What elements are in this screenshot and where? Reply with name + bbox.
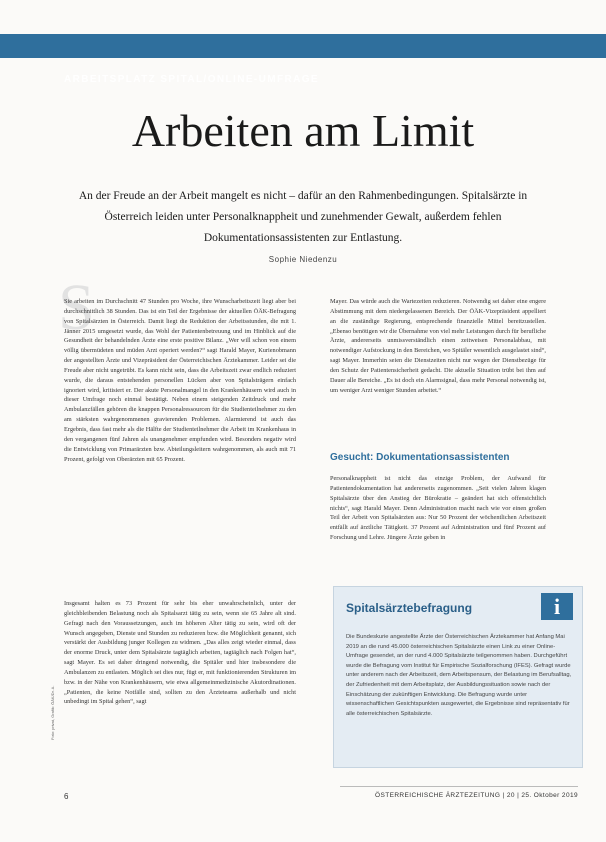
footer-divider [340, 786, 578, 787]
section-label: ARBEITSPLATZ SPITAL/ONLINE-UMFRAGE [64, 74, 319, 85]
article-author: Sophie Niedenzu [268, 255, 338, 264]
info-icon: i [541, 593, 573, 620]
body-column-1-top [64, 297, 296, 592]
body-column-1-bottom [64, 599, 296, 769]
article-lead: An der Freude an der Arbeit mangelt es nicht – dafür an den Rahmenbedingungen. Spitalsärzte in Österreich leiden unter Personalknappheit und zunehmender Gewalt, außerdem fehlen Dokumentationsassistenten zur Entlastung. [78, 190, 528, 244]
body-column-2-top [330, 297, 546, 449]
body-paragraph: Sie arbeiten im Durchschnitt 47 Stunden pro Woche, ihre Wunscharbeitszeit liegt aber bei durchschnittlich 38 Stunden. Das ist ein Teil der Ergebnisse der aktuellen ÖÄK-Befragung von Spitalsärzten in Österreich. Damit liegt die Reduktion der Arbeitsstunden, die mit 1. Jänner 2015 umgesetzt wurde, das Wohl der Patientenbetreuung und im Hinblick auf die Gesundheit der behandelnden Ärzte eine erste positive Bilanz. „Wer will schon von einem völlig übermüdeten und müden Arzt operiert werden?“ sagt Harald Mayer, Kurienobmann der angestellten Ärzte und Vizepräsident der Österreichischen Ärztekammer. Leider sei die Freude aber nicht ungetrübt. Es kann nicht sein, dass die Arbeitszeit zwar endlich reduziert wurde, die daraus entstehenden personellen Lücken aber von Spitalsträgern einfach ignoriert wird, kritisiert er. Der akute Personalmangel in den Krankenhäusern wird auch in dieser Umfrage noch einmal bestätigt. Neben einem steigenden Zeitdruck und mehr Ambulanzfällen gehören die knappen Personalressourcen für die Studienteilnehmer zu den am stärksten wahrgenommenen gravierenden Problemen. Alarmierend ist auch das Ergebnis, dass fast mehr als die Hälfte der Studienteilnehmer die Arbeit im Krankenhaus in den vergangenen fünf Jahren als unangenehmer empfunden wird. Besonders negativ wird die Entwicklung von Primarärzten bzw. Abteilungsleitern wahrgenommen, als auch mit 71 Prozent, gefolgt von Oberärzten mit 65 Prozent. [64, 298, 296, 463]
article-title: Arbeiten am Limit [131, 105, 475, 156]
publication-footer: ÖSTERREICHISCHE ÄRZTEZEITUNG | 20 | 25. Oktober 2019 [375, 792, 578, 799]
body-paragraph: Personalknappheit ist nicht das einzige Problem, der Aufwand für Patientendokumentation hat andererseits zugenommen. „Seit vielen Jahren klagen Spitalsärzte über den Anstieg der Bürokratie – geändert hat sich offensichtlich nichts“, sagt Harald Mayer. Denn Administration macht nach wie vor einen großen Teil der Arbeit von Spitalsärzten aus: Nur 50 Prozent der wöchentlichen Arbeitszeit entfällt auf ärztliche Tätigkeit. 37 Prozent auf Administration und fünf Prozent auf Forschung und Lehre. Jüngere Ärzte geben in [330, 475, 546, 542]
section-header-bar [0, 34, 606, 85]
article-subheading: Gesucht: Dokumentationsassistenten [330, 452, 510, 463]
info-box-title: Spitalsärztebefragung [346, 601, 473, 615]
info-box-text: Die Bundeskurie angestellte Ärzte der Österreichischen Ärztekammer hat Anfang Mai 2019 an die rund 45.000 österreichischen Spitalsärzte einen Link zu einer Online-Umfrage gesendet, an der rund 4.000 Spitalsärzte teilgenommen haben. Durchgeführt wurde die Befragung vom Institut für Empirische Sozialforschung (IFES). Gefragt wurde unter anderem nach der Arbeitszeit, dem Arbeitspensum, der Belastung im Berufsalltag, der Zufriedenheit mit dem Arbeitsplatz, der Ausbildungssituation sowie nach der Einschätzung der zukünftigen Entwicklung. Die Befragung wurde unter wissenschaftlichen Gesichtspunkten ausgewertet, die Ergebnisse sind repräsentativ für alle österreichischen Spitalsärzte. [346, 634, 572, 717]
body-paragraph: Mayer. Das würde auch die Wartezeiten reduzieren. Notwendig sei daher eine engere Abstimmung mit dem niedergelassenen Bereich. Der ÖÄK-Vizepräsident appelliert an die zuständige Regierung, entsprechende finanzielle Mittel bereitzustellen. „Ebenso benötigen wir die Übernahme von viel mehr Leistungen durch für berufliche Ärzte, andererseits unmissverständlich einen zeitweisen Personalabbau, mit notwendiger Aufstockung in den Bereichen, wo Spitäler wesentlich ausgelastet sind“, sagt Mayer. Immerhin seien die Dienstzeiten nicht nur wegen der Dienstbezüge für den Schutz der Patientensicherheit gedacht. Die aktuelle Situation trübt bei ihm auf Dauer alle Bereiche. „Es ist doch ein Alarmsignal, dass mehr Personal notwendig ist, um weniger Arzt weniger Stunden arbeitet.“ [330, 298, 546, 394]
drop-cap-letter: S [58, 271, 95, 344]
info-box [333, 586, 583, 768]
photo-credit: Foto: privat, Grafik: ÖÄK/Dr. A. [50, 685, 55, 740]
body-column-2-bottom [330, 474, 546, 582]
page-number: 6 [64, 792, 69, 801]
body-paragraph: Insgesamt halten es 73 Prozent für sehr bis eher unwahrscheinlich, unter der gleichbleibenden Belastung noch als Spitalsarzt tätig zu sein, wenn sie 65 Jahre alt sind. Gefragt nach den Voraussetzungen, auch im höheren Alter tätig zu sein, wird oft der Wunsch angegeben, Dienste und Stunden zu reduzieren bzw. die Möglichkeit genannt, sich verstärkt der Ausbildung junger Kollegen zu widmen. „Das alles zeigt wieder einmal, dass der enorme Druck, unter dem Spitalsärzte tagtäglich arbeiten, tagtäglich nach Folgen hat“, sagt Mayer. Es sei daher dringend notwendig, die Spitäler und hier insbesondere die Ambulanzen zu entlasten. Möglich sei dies nur, fügt er, mit funktionierenden Strukturen im bzw. in der Nähe von Krankenhäusern, wie etwa allgemeinmedizinische Akutordinationen. „Patienten, die keine Notfälle sind, sollten zu den Ärzteteams außerhalb und nicht unbedingt im Spital gehen“, sagt [64, 600, 296, 706]
